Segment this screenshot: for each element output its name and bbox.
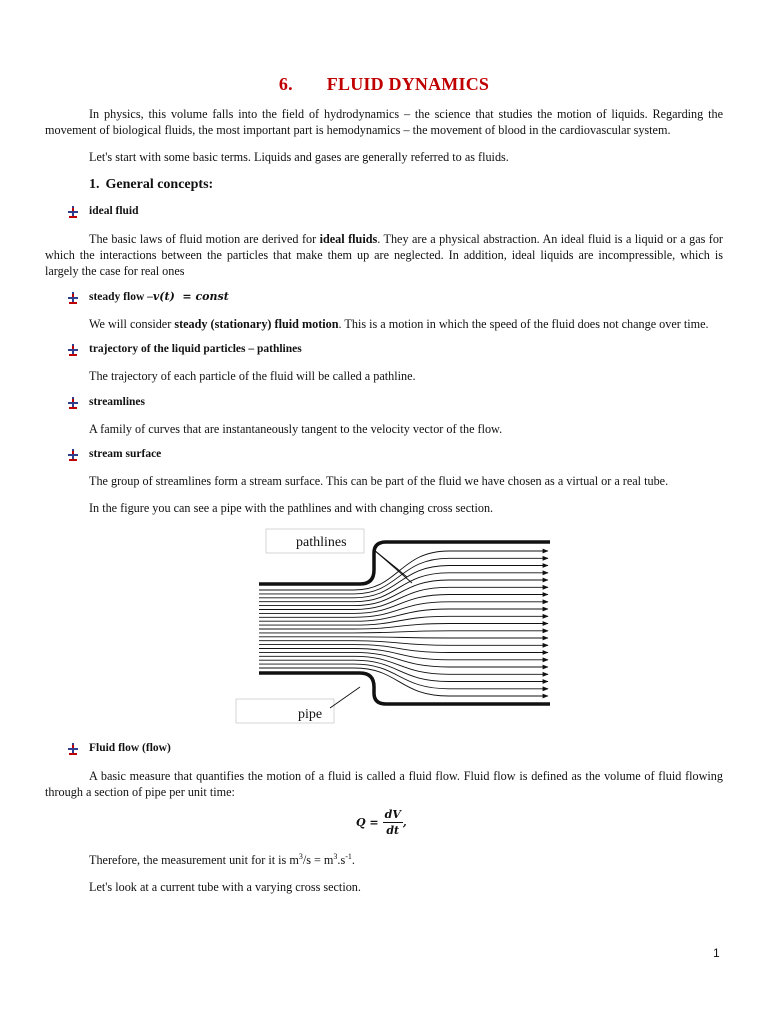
pathline xyxy=(259,595,548,614)
bullet-icon xyxy=(67,344,79,356)
bullet-label: steady flow – xyxy=(89,290,153,303)
bullet-stream-surface xyxy=(67,448,161,460)
bullet-trajectory xyxy=(67,343,302,355)
text-run: .s xyxy=(337,853,346,867)
pathline xyxy=(259,649,548,660)
bullet-icon xyxy=(67,397,79,409)
stream-surface-paragraph: The group of streamlines form a stream surface. This can be part of the fluid we have chosen as a virtual or a real tube. xyxy=(89,474,669,488)
bullet-icon xyxy=(67,449,79,461)
bullet-label: Fluid flow (flow) xyxy=(89,742,171,754)
bullet-icon xyxy=(67,743,79,755)
pathline xyxy=(259,609,548,621)
formula-comma: , xyxy=(402,816,407,829)
superscript: -1 xyxy=(345,851,352,861)
trajectory-paragraph: The trajectory of each particle of the fluid will be called a pathline. xyxy=(89,369,416,383)
text-run: . This is a motion in which the speed of the fluid does not change over time. xyxy=(338,317,709,331)
text-run: We will consider xyxy=(89,317,175,331)
streamlines-paragraph: A family of curves that are instantaneously tangent to the velocity vector of the flow. xyxy=(89,422,503,436)
bullet-label: ideal fluid xyxy=(89,205,139,217)
bullet-streamlines xyxy=(67,396,145,408)
pathlines-label: pathlines xyxy=(296,535,347,550)
formula-fraction xyxy=(383,808,403,837)
chapter-title-text: FLUID DYNAMICS xyxy=(326,74,490,94)
text-run: The basic laws of fluid motion are derived for xyxy=(89,232,320,246)
label-pointer xyxy=(330,687,360,708)
pipe-pathlines-figure xyxy=(234,527,554,727)
figure-intro-paragraph: In the figure you can see a pipe with the pathlines and with changing cross section. xyxy=(89,501,494,515)
text-run: . They are a physical abstraction. An ideal fluid is a liquid or a gas for which the interactions between the particles that make them up are neglected. In addition, ideal liquids are incompressible, which is largely the case for real ones xyxy=(45,232,723,278)
label-pointer xyxy=(374,550,412,583)
intro-paragraph: In physics, this volume falls into the field of hydrodynamics – the science that studies the motion of liquids. Regarding the movement of biological fluids, the most important part is hemodynamics – the movement of blood in the cardiovascular system. xyxy=(45,107,723,137)
unit-paragraph xyxy=(89,853,355,868)
bold-term: steady (stationary) fluid motion xyxy=(174,317,339,331)
flow-formula xyxy=(356,808,407,837)
section-number: 1. xyxy=(89,177,100,192)
text-run: /s = m xyxy=(302,853,334,867)
bullet-label: streamlines xyxy=(89,396,146,408)
basic-terms-paragraph: Let's start with some basic terms. Liquids and gases are generally referred to as fluids. xyxy=(89,150,509,164)
bullet-steady-flow xyxy=(67,290,229,303)
chapter-number: 6. xyxy=(278,74,293,94)
bullet-fluid-flow xyxy=(67,742,171,754)
section-title: General concepts: xyxy=(105,177,214,192)
bullet-label: stream surface xyxy=(89,448,162,460)
steady-flow-paragraph xyxy=(45,316,723,332)
page-number: 1 xyxy=(713,946,720,960)
bold-term: ideal fluids xyxy=(319,232,378,246)
bullet-icon xyxy=(67,206,79,218)
pathline xyxy=(259,631,548,633)
chapter-title xyxy=(0,74,768,95)
bullet-label: trajectory of the liquid particles – pathlines xyxy=(89,343,302,355)
superscript: 3 xyxy=(333,851,338,861)
ideal-fluid-paragraph xyxy=(45,231,723,279)
formula-numerator: dV xyxy=(384,808,401,821)
steady-flow-math: v(t) = const xyxy=(152,290,229,303)
pipe-label: pipe xyxy=(298,707,323,722)
fluid-flow-paragraph: A basic measure that quantifies the motion of a fluid is called a fluid flow. Fluid flow is defined as the volume of fluid flowing through a section of pipe per unit time: xyxy=(45,769,723,799)
pathline xyxy=(259,566,548,598)
pathline xyxy=(259,637,548,638)
formula-lhs: Q = xyxy=(356,816,379,829)
bullet-ideal-fluid xyxy=(67,205,139,217)
superscript: 3 xyxy=(298,851,303,861)
section-heading xyxy=(89,177,213,193)
bullet-icon xyxy=(67,292,79,304)
pathline xyxy=(259,624,548,630)
current-tube-paragraph: Let's look at a current tube with a varying cross section. xyxy=(89,880,361,894)
text-run: Therefore, the measurement unit for it is m xyxy=(89,853,299,867)
formula-denominator: dt xyxy=(386,824,400,837)
text-run: . xyxy=(351,853,355,867)
